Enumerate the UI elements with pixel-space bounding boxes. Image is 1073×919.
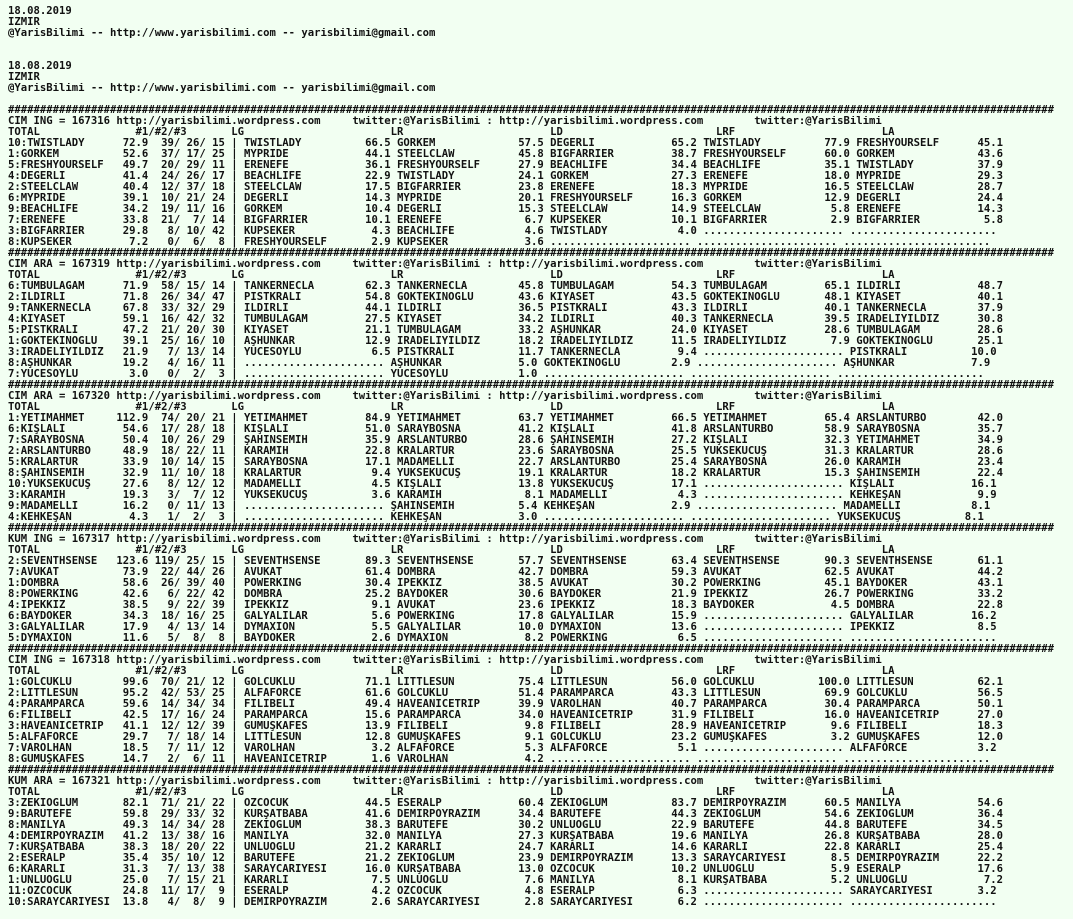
column-header: TOTAL #1/#2/#3 LG LR LD LRF LA	[8, 270, 895, 281]
table-row: 1:UNLUOGLU 25.0 7/ 15/ 21 | KARARLI 7.5 UNLUOGLU 7.6 MANILYA 8.1 KURŞATBABA 5.2 UNLUOGLU 7.2	[8, 875, 1003, 886]
table-row: 4:IPEKKIZ 38.5 9/ 22/ 39 | IPEKKIZ 9.1 AVUKAT 23.6 IPEKKIZ 18.3 BAYDOKER 4.5 DOMBRA 22.8	[8, 600, 1003, 611]
table-row: 4:DEGERLI 41.4 24/ 26/ 17 | BEACHLIFE 22.9 TWISTLADY 24.1 GORKEM 27.3 ERENEFE 18.0 MYPRIDE 29.3	[8, 171, 1003, 182]
table-row: 2:ESERALP 35.4 35/ 10/ 12 | BARUTEFE 21.2 ZEKIOĞLUM 23.9 DEMIRPOYRAZIM 13.3 SARAYCARIYESI 8.5 DEMIRPOYRAZIM 22.2	[8, 853, 1003, 864]
table-row: 9:BEACHLIFE 34.2 19/ 11/ 16 | GORKEM 10.4 DEGERLI 15.3 STEELCLAW 14.9 STEELCLAW 5.8 ERENEFE 14.3	[8, 204, 1003, 215]
table-row: 5:ALFAFORCE 29.7 7/ 18/ 14 | LITTLESUN 12.8 GUMUŞKAFES 9.1 GOLCUKLU 23.2 GUMUŞKAFES 3.2 GUMUŞKAFES 12.0	[8, 732, 1003, 743]
table-row: 4:KIYASET 59.1 16/ 42/ 32 | TUMBULAĞAM 27.5 KIYASET 34.2 ILDIRLI 40.3 TANKERNECLA 39.5 IRADELIYILDIZ 30.8	[8, 314, 1003, 325]
table-row: 1:GOLCUKLU 99.6 70/ 21/ 12 | GOLCUKLU 71.1 LITTLESUN 75.4 LITTLESUN 56.0 GOLCUKLU 100.0 LITTLESUN 62.1	[8, 677, 1003, 688]
separator-line: ####################################################################################################################################################################	[8, 105, 1054, 116]
column-header: TOTAL #1/#2/#3 LG LR LD LRF LA	[8, 666, 895, 677]
table-row: 9:MADAMELLI 16.2 0/ 11/ 13 | ...................... ŞAHINSEMIH 5.4 KEHKEŞAN 2.9 ...................... MADAMELLI 8.1	[8, 501, 991, 512]
separator-line: ####################################################################################################################################################################	[8, 644, 1054, 655]
table-row: 7:VAROLHAN 18.5 7/ 11/ 12 | VAROLHAN 3.2 ALFAFORCE 5.3 ALFAFORCE 5.1 ...................... ALFAFORCE 3.2	[8, 743, 997, 754]
race-header: CIM ING = 167318 http://yarisbilimi.wordpress.com twitter:@YarisBilimi : http://yarisbilimi.wordpress.com twitter:@YarisBilimi	[8, 655, 882, 666]
race-header: CIM ING = 167316 http://yarisbilimi.wordpress.com twitter:@YarisBilimi : http://yarisbilimi.wordpress.com twitter:@YarisBilimi	[8, 116, 882, 127]
table-row: 11:OZCOCUK 24.8 11/ 17/ 9 | ESERALP 4.2 OZCOCUK 4.8 ESERALP 6.3 ...................... SARAYCARIYESI 3.2	[8, 886, 997, 897]
table-row: 1:GORKEM 52.6 37/ 17/ 25 | MYPRIDE 44.1 STEELCLAW 45.8 BIGFARRIER 38.7 FRESHYOURSELF 60.0 GORKEM 43.6	[8, 149, 1003, 160]
table-row: 9:BARUTEFE 59.8 29/ 33/ 32 | KURŞATBABA 41.6 DEMIRPOYRAZIM 34.4 BARUTEFE 44.3 ZEKIOĞLUM 54.6 ZEKIOĞLUM 36.4	[8, 809, 1003, 820]
table-row: 3:HAVEANICETRIP 41.1 12/ 12/ 39 | GUMUŞKAFES 13.9 FILIBELI 9.8 FILIBELI 28.9 HAVEANICETRIP 9.6 FILIBELI 18.3	[8, 721, 1003, 732]
table-row: 3:GALYALILAR 17.9 4/ 13/ 14 | DYMAXION 5.5 GALYALILAR 10.0 DYMAXION 13.6 ...................... IPEKKIZ 8.5	[8, 622, 997, 633]
text-line: 18.08.2019	[8, 6, 72, 17]
table-row: 5:DYMAXION 11.6 5/ 8/ 8 | BAYDOKER 2.6 DYMAXION 8.2 POWERKING 6.5 ...................... .......................	[8, 633, 997, 644]
separator-line: ####################################################################################################################################################################	[8, 765, 1054, 776]
table-row: 7:YUCESOYLU 3.0 0/ 2/ 3 | ...................... YUCESOYLU 1.0 ...................... ...................... .......................	[8, 369, 984, 380]
table-row: 10:TWISTLADY 72.9 39/ 26/ 15 | TWISTLADY 66.5 GORKEM 57.5 DEGERLI 65.2 TWISTLADY 77.9 FRESHYOURSELF 45.1	[8, 138, 1003, 149]
table-row: 8:AŞHUNKAR 19.2 4/ 16/ 11 | ...................... AŞHUNKAR 5.0 GOKTEKINOGLU 2.9 ...................... AŞHUNKAR 7.9	[8, 358, 991, 369]
text-line: @YarisBilimi -- http://www.yarisbilimi.com -- yarisbilimi@gmail.com	[8, 28, 436, 39]
race-header: KUM ARA = 167321 http://yarisbilimi.wordpress.com twitter:@YarisBilimi : http://yarisbilimi.wordpress.com twitter:@YarisBilimi	[8, 776, 882, 787]
table-row: 8:KUPSEKER 7.2 0/ 6/ 8 | FRESHYOURSELF 2.9 KUPSEKER 3.6 ...................... ...................... .......................	[8, 237, 991, 248]
table-row: 6:FILIBELI 42.5 17/ 16/ 24 | PARAMPARCA 15.6 PARAMPARCA 34.0 HAVEANICETRIP 31.9 FILIBELI 16.0 HAVEANICETRIP 27.0	[8, 710, 1003, 721]
table-row: 10:SARAYCARIYESI 13.8 4/ 8/ 9 | DEMIRPOYRAZIM 2.6 SARAYCARIYESI 2.8 SARAYCARIYESI 6.2 ...................... .......................	[8, 897, 997, 908]
blank-line	[8, 50, 1073, 61]
table-row: 2:LITTLESUN 95.2 42/ 53/ 25 | ALFAFORCE 61.6 GOLCUKLU 51.4 PARAMPARCA 43.3 LITTLESUN 69.9 GOLCUKLU 56.5	[8, 688, 1003, 699]
table-row: 6:KIŞLALI 54.6 17/ 28/ 18 | KIŞLALI 51.0 SARAYBOSNA 41.2 KIŞLALI 41.8 ARSLANTURBO 58.9 SARAYBOSNA 35.7	[8, 424, 1003, 435]
table-row: 8:GUMUŞKAFES 14.7 2/ 6/ 11 | HAVEANICETRIP 1.6 VAROLHAN 4.2 ...................... ...................... .......................	[8, 754, 991, 765]
table-row: 2:ILDIRLI 71.8 26/ 34/ 47 | PISTKRALI 54.8 GOKTEKINOGLU 43.6 KIYASET 43.5 GOKTEKINOGLU 48.1 KIYASET 40.1	[8, 292, 1003, 303]
table-row: 5:PISTKRALI 47.2 21/ 20/ 30 | KIYASET 21.1 TUMBULAĞAM 33.2 AŞHUNKAR 24.0 KIYASET 28.6 TUMBULAĞAM 28.6	[8, 325, 1003, 336]
table-row: 3:ZEKIOĞLUM 82.1 71/ 21/ 22 | OZCOCUK 44.5 ESERALP 60.4 ZEKIOĞLUM 83.7 DEMIRPOYRAZIM 60.5 MANILYA 54.6	[8, 798, 1003, 809]
table-row: 4:PARAMPARCA 59.6 14/ 34/ 34 | FILIBELI 49.4 HAVEANICETRIP 39.9 VAROLHAN 40.7 PARAMPARCA 30.4 PARAMPARCA 50.1	[8, 699, 1003, 710]
table-row: 5:KRALARTUR 33.9 10/ 14/ 15 | SARAYBOSNA 17.1 MADAMELLI 22.7 ARSLANTURBO 25.4 SARAYBOSNA 26.0 KARAMIH 23.4	[8, 457, 1003, 468]
table-row: 8:MANILYA 49.3 14/ 34/ 28 | ZEKIOĞLUM 38.3 BARUTEFE 30.2 UNLUOGLU 22.9 BARUTEFE 44.8 BARUTEFE 34.5	[8, 820, 1003, 831]
table-row: 4:KEHKEŞAN 4.3 1/ 2/ 3 | ...................... KEHKEŞAN 3.0 ...................... ...................... YUKSEKUCUŞ 8.1	[8, 512, 984, 523]
table-row: 3:BIGFARRIER 29.8 8/ 10/ 42 | KUPSEKER 4.3 BEACHLIFE 4.6 TWISTLADY 4.0 ...................... .......................	[8, 226, 997, 237]
table-row: 1:YETIMAHMET 112.9 74/ 20/ 21 | YETIMAHMET 84.9 YETIMAHMET 63.7 YETIMAHMET 66.5 YETIMAHMET 65.4 ARSLANTURBO 42.0	[8, 413, 1003, 424]
table-row: 7:KURŞATBABA 38.3 18/ 20/ 22 | UNLUOGLU 21.2 KARARLI 24.7 KARARLI 14.6 KARARLI 22.8 KARARLI 25.4	[8, 842, 1003, 853]
table-row: 7:ERENEFE 33.8 21/ 7/ 14 | BIGFARRIER 10.1 ERENEFE 6.7 KUPSEKER 10.1 BIGFARRIER 2.9 BIGFARRIER 5.8	[8, 215, 1003, 226]
race-header: CIM ARA = 167319 http://yarisbilimi.wordpress.com twitter:@YarisBilimi : http://yarisbilimi.wordpress.com twitter:@YarisBilimi	[8, 259, 882, 270]
table-row: 5:FRESHYOURSELF 49.7 20/ 29/ 11 | ERENEFE 36.1 FRESHYOURSELF 27.9 BEACHLIFE 34.4 BEACHLIFE 35.1 TWISTLADY 37.9	[8, 160, 1003, 171]
table-row: 3:KARAMIH 19.3 3/ 7/ 12 | YUKSEKUCUŞ 3.6 KARAMIH 8.1 MADAMELLI 4.3 ...................... KEHKEŞAN 9.9	[8, 490, 997, 501]
text-line: IZMIR	[8, 17, 40, 28]
table-row: 2:STEELCLAW 40.4 12/ 37/ 18 | STEELCLAW 17.5 BIGFARRIER 23.8 ERENEFE 18.3 MYPRIDE 16.5 STEELCLAW 28.7	[8, 182, 1003, 193]
table-row: 7:AVUKAT 73.9 22/ 44/ 26 | AVUKAT 61.4 DOMBRA 42.7 DOMBRA 59.3 AVUKAT 62.5 AVUKAT 44.2	[8, 567, 1003, 578]
table-row: 8:POWERKING 42.6 6/ 22/ 42 | DOMBRA 25.2 BAYDOKER 30.6 BAYDOKER 21.9 IPEKKIZ 26.7 POWERKING 33.2	[8, 589, 1003, 600]
separator-line: ####################################################################################################################################################################	[8, 523, 1054, 534]
table-row: 8:ŞAHINSEMIH 32.9 11/ 10/ 18 | KRALARTUR 9.4 YUKSEKUCUŞ 19.1 KRALARTUR 18.2 KRALARTUR 15.3 ŞAHINSEMIH 22.4	[8, 468, 1003, 479]
table-row: 6:TUMBULAĞAM 71.9 58/ 15/ 14 | TANKERNECLA 62.3 TANKERNECLA 45.8 TUMBULAĞAM 54.3 TUMBULAĞAM 65.1 ILDIRLI 48.7	[8, 281, 1003, 292]
column-header: TOTAL #1/#2/#3 LG LR LD LRF LA	[8, 545, 895, 556]
blank-line	[8, 94, 1073, 105]
table-row: 7:SARAYBOSNA 50.4 10/ 26/ 29 | ŞAHINSEMIH 35.9 ARSLANTURBO 28.6 ŞAHINSEMIH 27.2 KIŞLALI 32.3 YETIMAHMET 34.9	[8, 435, 1003, 446]
table-row: 10:YUKSEKUCUŞ 27.6 8/ 12/ 12 | MADAMELLI 4.5 KIŞLALI 13.8 YUKSEKUCUŞ 17.1 ...................... KIŞLALI 16.1	[8, 479, 997, 490]
column-header: TOTAL #1/#2/#3 LG LR LD LRF LA	[8, 787, 895, 798]
race-header: KUM ING = 167317 http://yarisbilimi.wordpress.com twitter:@YarisBilimi : http://yarisbilimi.wordpress.com twitter:@YarisBilimi	[8, 534, 882, 545]
table-row: 3:IRADELIYILDIZ 21.9 7/ 13/ 14 | YUCESOYLU 6.5 PISTKRALI 11.7 TANKERNECLA 9.4 ...................... PISTKRALI 10.0	[8, 347, 997, 358]
table-row: 1:DOMBRA 58.6 26/ 39/ 40 | POWERKING 30.4 IPEKKIZ 38.5 AVUKAT 30.2 POWERKING 45.1 BAYDOKER 43.1	[8, 578, 1003, 589]
text-line: IZMIR	[8, 72, 40, 83]
text-line: 18.08.2019	[8, 61, 72, 72]
table-row: 6:MYPRIDE 39.1 10/ 21/ 24 | DEGERLI 14.3 MYPRIDE 20.1 FRESHYOURSELF 16.3 GORKEM 12.9 DEGERLI 24.4	[8, 193, 1003, 204]
table-row: 9:TANKERNECLA 67.8 33/ 32/ 29 | ILDIRLI 44.1 ILDIRLI 36.5 PISTKRALI 43.3 ILDIRLI 40.1 TANKERNECLA 37.9	[8, 303, 1003, 314]
table-row: 2:SEVENTHSENSE 123.6 119/ 25/ 15 | SEVENTHSENSE 89.3 SEVENTHSENSE 57.7 SEVENTHSENSE 63.4 SEVENTHSENSE 90.3 SEVENTHSENSE 61.1	[8, 556, 1003, 567]
column-header: TOTAL #1/#2/#3 LG LR LD LRF LA	[8, 402, 895, 413]
separator-line: ####################################################################################################################################################################	[8, 380, 1054, 391]
table-row: 6:BAYDOKER 34.3 18/ 16/ 25 | GALYALILAR 5.6 POWERKING 17.8 GALYALILAR 15.9 ...................... GALYALILAR 16.2	[8, 611, 997, 622]
text-line: @YarisBilimi -- http://www.yarisbilimi.com -- yarisbilimi@gmail.com	[8, 83, 436, 94]
column-header: TOTAL #1/#2/#3 LG LR LD LRF LA	[8, 127, 895, 138]
separator-line: ####################################################################################################################################################################	[8, 248, 1054, 259]
table-row: 2:ARSLANTURBO 48.9 18/ 22/ 11 | KARAMIH 22.8 KRALARTUR 23.6 SARAYBOSNA 25.5 YUKSEKUCUŞ 31.3 KRALARTUR 28.6	[8, 446, 1003, 457]
table-row: 4:DEMIRPOYRAZIM 41.2 13/ 38/ 16 | MANILYA 32.0 MANILYA 27.3 KURŞATBABA 19.6 MANILYA 26.8 KURŞATBABA 28.0	[8, 831, 1003, 842]
blank-line	[8, 39, 1073, 50]
table-row: 6:KARARLI 31.3 7/ 13/ 38 | SARAYCARIYESI 16.0 KURŞATBABA 13.0 OZCOCUK 10.2 UNLUOGLU 5.9 ESERALP 17.6	[8, 864, 1003, 875]
table-row: 1:GOKTEKINOGLU 39.1 25/ 16/ 10 | AŞHUNKAR 12.9 IRADELIYILDIZ 18.2 IRADELIYILDIZ 11.5 IRADELIYILDIZ 7.9 GOKTEKINOGLU 25.1	[8, 336, 1003, 347]
race-header: CIM ARA = 167320 http://yarisbilimi.wordpress.com twitter:@YarisBilimi : http://yarisbilimi.wordpress.com twitter:@YarisBilimi	[8, 391, 882, 402]
